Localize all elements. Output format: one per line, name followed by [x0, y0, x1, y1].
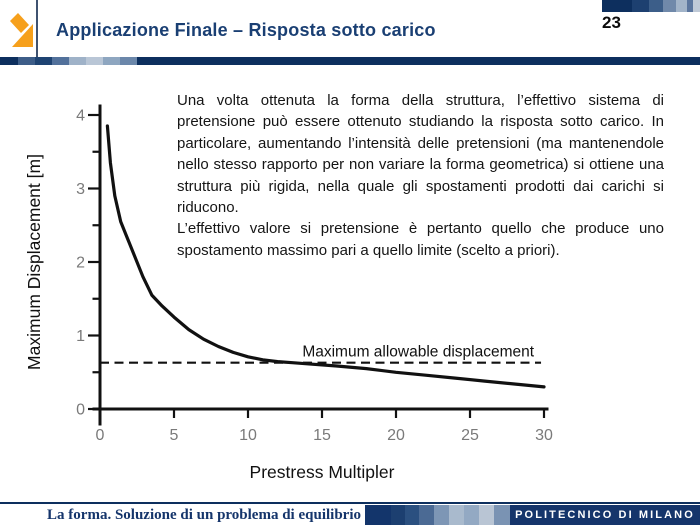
gradient-segment [405, 505, 419, 525]
gradient-segment [479, 505, 494, 525]
y-tick-label: 3 [76, 181, 85, 198]
gradient-segment [494, 505, 510, 525]
paragraph: Una volta ottenuta la forma della struttura, l’effettivo sistema di pretensione può essere ottenuto studiando la risposta sotto carico. In particolare, aumentando l’intensità delle pretensioni (ma mantenendole nello stesso rapporto per non variare la forma geometrica) si ottiene una struttura più rigida, nella quale gli spostamenti prodotti dai carichi si riducono. [177, 92, 664, 217]
annotation-label: Maximum allowable displacement [302, 343, 535, 361]
header-divider [36, 0, 38, 57]
y-axis-label: Maximum Displacement [m] [24, 154, 44, 370]
gradient-segment [419, 505, 434, 525]
title-underline-band [0, 57, 700, 65]
gradient-segment [120, 57, 137, 65]
footer-caption: La forma. Soluzione di un problema di equilibrio [47, 507, 361, 523]
displacement-chart [0, 85, 620, 490]
gradient-segment [69, 57, 86, 65]
x-tick-label: 5 [169, 427, 179, 444]
gradient-segment [391, 505, 405, 525]
y-tick-label: 1 [76, 328, 85, 345]
gradient-segment [0, 57, 18, 65]
gradient-segment [52, 57, 69, 65]
gradient-segment [676, 0, 687, 12]
x-tick-label: 20 [387, 427, 405, 444]
x-tick-label: 30 [535, 427, 553, 444]
gradient-segment [434, 505, 449, 525]
x-tick-label: 0 [95, 427, 105, 444]
x-axis-label: Prestress Multipler [249, 462, 395, 482]
paragraph: L’effettivo valore si pretensione è pertanto quello che produce uno spostamento massimo pari a quello limite (scelto a priori). [177, 220, 664, 259]
arrow-down-right-icon [8, 10, 35, 48]
gradient-segment [693, 0, 700, 12]
gradient-segment [464, 505, 479, 525]
footer-divider [0, 502, 700, 504]
gradient-segment [18, 57, 35, 65]
gradient-segment [86, 57, 103, 65]
page-number: 23 [602, 13, 621, 32]
gradient-segment [137, 57, 700, 65]
gradient-segment [35, 57, 52, 65]
x-tick-label: 10 [239, 427, 257, 444]
gradient-segment [649, 0, 663, 12]
gradient-segment [449, 505, 464, 525]
x-tick-label: 25 [461, 427, 479, 444]
footer-gradient-strip [365, 505, 510, 525]
gradient-segment [632, 0, 649, 12]
header-gradient-strip [602, 0, 700, 12]
y-tick-label: 4 [76, 107, 85, 125]
y-tick-label: 0 [76, 401, 85, 419]
gradient-segment [663, 0, 676, 12]
politecnico-banner: POLITECNICO DI MILANO [510, 505, 700, 525]
x-tick-label: 15 [313, 427, 331, 444]
gradient-segment [103, 57, 120, 65]
gradient-segment [365, 505, 391, 525]
gradient-segment [602, 0, 632, 12]
page-title: Applicazione Finale – Risposta sotto carico [56, 20, 436, 40]
y-tick-label: 2 [76, 254, 85, 272]
